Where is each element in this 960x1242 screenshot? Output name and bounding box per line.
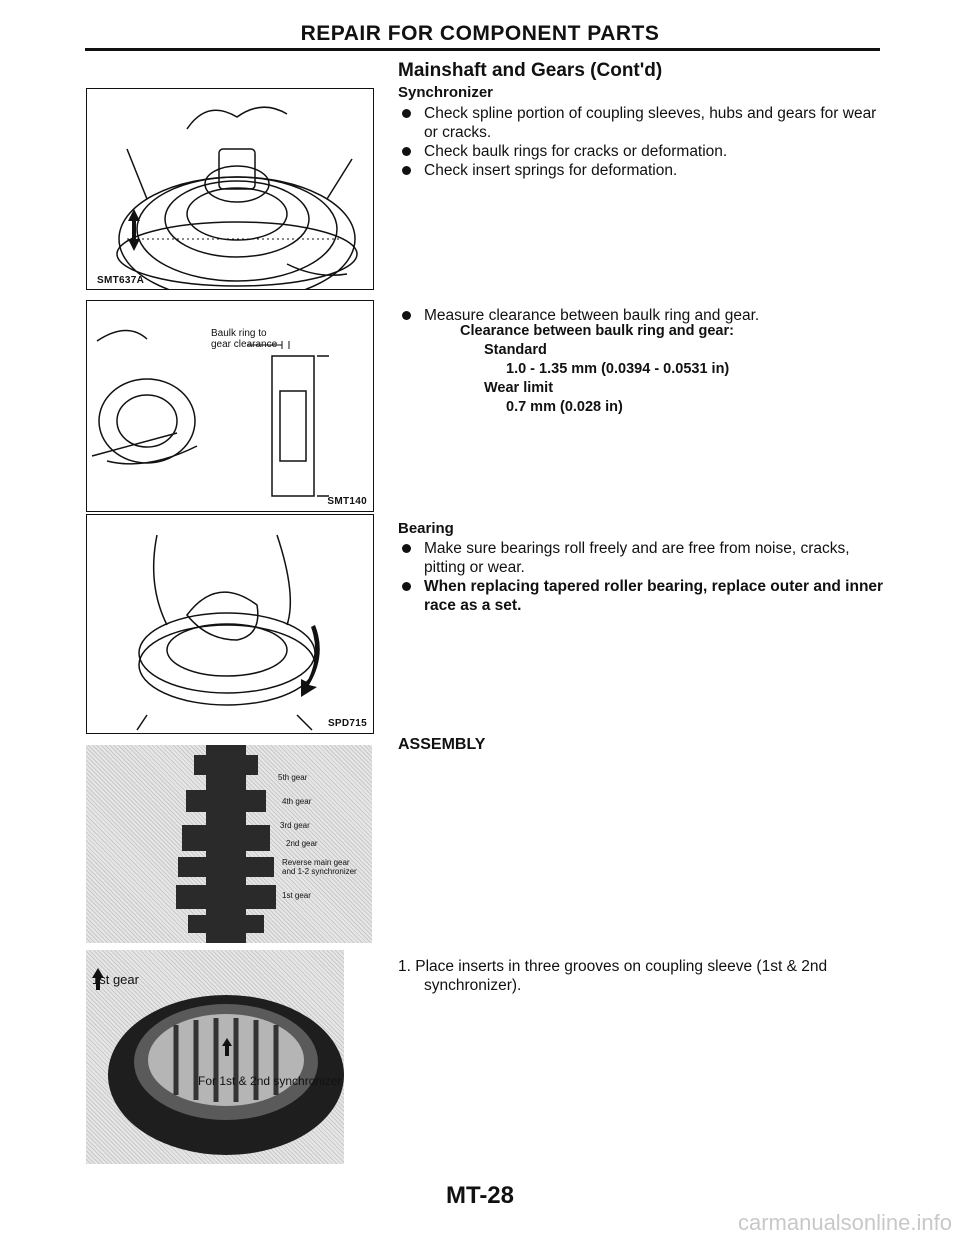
list-item: Make sure bearings roll freely and are free from noise, cracks, pitting or wear. xyxy=(398,539,890,577)
label-synchronizer: For 1st & 2nd synchronizer xyxy=(198,1074,342,1088)
standard-value: 1.0 - 1.35 mm (0.0394 - 0.0531 in) xyxy=(506,361,730,377)
synchronizer-illustration xyxy=(87,89,373,289)
figure-synchronizer-inspection xyxy=(86,88,374,290)
list-item: Check baulk rings for cracks or deformation. xyxy=(398,142,890,161)
clearance-bullet: Measure clearance between baulk ring and gear. xyxy=(398,306,890,325)
mainshaft-shape xyxy=(86,745,372,943)
figure-bearing-check xyxy=(86,514,374,734)
rotate-arrow-icon xyxy=(301,625,320,697)
standard-label: Standard xyxy=(484,342,547,358)
clearance-spec xyxy=(460,322,734,417)
photo-coupling-sleeve xyxy=(86,950,344,1164)
label-5th-gear: 5th gear xyxy=(278,773,308,782)
label-3rd-gear: 3rd gear xyxy=(280,821,310,830)
list-item: When replacing tapered roller bearing, replace outer and inner race as a set. xyxy=(398,577,890,615)
label-1st-gear: 1st gear xyxy=(282,891,311,900)
figure-code: SPD715 xyxy=(327,718,367,729)
clearance-label-line2: gear clearance xyxy=(211,339,278,350)
list-item: Check spline portion of coupling sleeves, hubs and gears for wear or cracks. xyxy=(398,104,890,142)
label-2nd-gear: 2nd gear xyxy=(286,839,318,848)
wear-limit-value: 0.7 mm (0.028 in) xyxy=(506,399,623,415)
label-1-2-synchronizer: and 1-2 synchronizer xyxy=(282,867,357,876)
section-title: Mainshaft and Gears (Cont'd) xyxy=(398,60,663,81)
wear-limit-label: Wear limit xyxy=(484,380,554,396)
page-number: MT-28 xyxy=(445,1182,514,1209)
header-rule xyxy=(85,48,880,51)
arrow-updown-icon xyxy=(128,209,140,251)
figure-baulk-clearance xyxy=(86,300,374,512)
bearing-heading: Bearing xyxy=(398,520,454,537)
list-item: Check insert springs for deformation. xyxy=(398,161,890,180)
bearing-illustration xyxy=(87,515,373,733)
assembly-step-1: 1. Place inserts in three grooves on coupling sleeve (1st & 2nd synchronizer). xyxy=(398,958,828,994)
clearance-label xyxy=(211,328,277,350)
bearing-list xyxy=(398,539,890,615)
figure-code: SMT140 xyxy=(327,496,367,507)
photo-mainshaft-assembly xyxy=(86,745,372,943)
clearance-label-line1: Baulk ring to xyxy=(211,328,267,339)
label-1st-gear-top: 1st gear xyxy=(92,972,139,987)
figure-code: SMT637A xyxy=(97,275,145,286)
label-reverse-main-gear: Reverse main gear xyxy=(282,858,350,867)
watermark: carmanualsonline.info xyxy=(737,1210,952,1235)
synchronizer-list xyxy=(398,104,890,180)
synchronizer-heading: Synchronizer xyxy=(398,84,494,101)
assembly-heading: ASSEMBLY xyxy=(398,736,486,753)
clearance-heading: Clearance between baulk ring and gear: xyxy=(460,323,734,339)
page-header: REPAIR FOR COMPONENT PARTS xyxy=(300,22,660,45)
label-4th-gear: 4th gear xyxy=(282,797,312,806)
